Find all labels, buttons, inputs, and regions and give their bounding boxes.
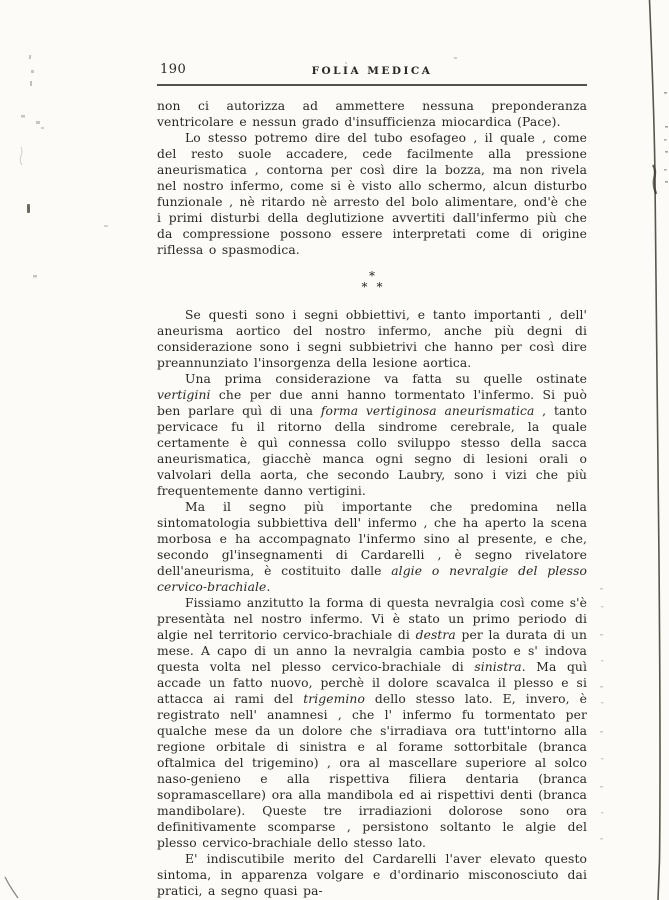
text-run: Lo stesso potremo dire del tubo esofageo , il quale , come del resto suole accadere, cede facilmente alla pressione aneurismatica , contorna per così dire la bozza, ma non rivela nel nostro infermo, come si è visto allo schermo, alcun disturbo funzionale , nè ritardo nè arresto del bolo alimentare, ond'è che i primi disturbi della deglutizione avvertiti dall'infermo più che da compressione possono essere interpretati come di origine riflessa o spasmodica. <box>157 130 587 257</box>
asterisk-pair: * * <box>361 279 383 294</box>
paragraph <box>157 98 587 130</box>
text-run: . <box>266 579 271 594</box>
text-run: Fissiamo anzitutto la forma di questa nevralgia così come s'è presentàta nel nostro infermo. Vi è stato un primo periodo di algie nel territorio cervico-brachiale di <box>157 595 587 642</box>
text-run-italic: trigemino <box>303 691 365 706</box>
text-run-italic: vertigini <box>157 387 211 402</box>
text-run-italic: forma vertiginosa aneurismatica <box>320 403 535 418</box>
header-rule <box>157 84 587 86</box>
text-run: Ma il segno più importante che predomina nella sintomatologia subbiettiva dell' infermo , che ha aperto la scena morbosa e ha accompagnato l'infermo sino al presente, e che, secondo gl'insegnamenti di Cardarelli , è segno rivelatore dell'aneurisma, è costituito dalle <box>157 499 587 578</box>
paragraph <box>157 307 587 371</box>
text-run: per la durata di un mese. A capo di un anno la nevralgia cambia posto e s' indova questa volta nel plesso cervico-brachiale di <box>157 627 587 674</box>
paragraph <box>157 130 587 258</box>
asterism-separator <box>157 258 587 307</box>
page-edge-blob <box>653 165 656 194</box>
bleed-dashes-right <box>600 588 604 840</box>
paragraph <box>157 499 587 595</box>
text-run: Una prima considerazione va fatta su quelle ostinate <box>185 371 587 386</box>
text-run: non ci autorizza ad ammettere nessuna preponderanza ventricolare e nessun grado d'insufficienza miocardica (Pace). <box>157 98 587 129</box>
text-run: E' indiscutibile merito del Cardarelli l'aver elevato questo sintoma, in apparenza volgare e d'ordinario misconosciuto dai pratici, a segno quasi pa- <box>157 851 587 898</box>
text-run-italic: algie o nevralgie del plesso cervico-brachiale <box>157 563 587 594</box>
page-number: 190 <box>160 62 187 77</box>
text-run-italic: destra <box>415 627 456 642</box>
edge-tick-marks <box>664 92 668 183</box>
page-content <box>157 62 587 899</box>
paragraph <box>157 371 587 499</box>
paragraph <box>157 595 587 851</box>
paragraph <box>157 851 587 899</box>
text-run: . Ma quì accade un fatto nuovo, perchè il dolore scavalca il plesso e si attacca ai rami del <box>157 659 587 706</box>
asterisk-top: * <box>368 268 376 283</box>
text-run: che per due anni hanno tormentato l'infermo. Si può ben parlare quì di una <box>157 387 587 418</box>
text-run: Se questi sono i segni obbiettivi, e tanto importanti , dell' aneurisma aortico del nostro infermo, anche più degni di considerazione sono i segni subbietrivi che hanno per così dire preannunziato l'insorgenza della lesione aortica. <box>157 307 587 370</box>
ink-squiggle <box>20 147 22 165</box>
journal-title: FOLIA MEDICA <box>311 65 433 77</box>
body-text <box>157 98 587 899</box>
text-run: , tanto pervicace fu il ritorno della sindrome cerebrale, la quale certamente è quì connessa collo sviluppo stesso della sacca aneurismatica, giacchè manca ogni segno di lesioni orali o valvolari della aorta, che secondo Laubry, sono i vizi che più frequentemente danno vertigini. <box>157 403 587 498</box>
page-header <box>157 62 587 78</box>
text-run-italic: sinistra <box>474 659 522 674</box>
text-run: dello stesso lato. E, invero, è registrato nell' anamnesi , che l' infermo fu tormentato per qualche mese da un dolore che s'irradiava ora tutt'intorno alla regione orbitale di sinistra e al forame sottorbitale (branca oftalmica del trigemino) , ora al mascellare superiore al solco naso-genieno e alla rispettiva filiera dentaria (branca sopramascellare) ora alla mandibola ed ai rispettivi denti (branca mandibolare). Queste tre irradiazioni dolorose sono ora definitivamente scomparse , persistono soltanto le algie del plesso cervico-brachiale dello stesso lato. <box>157 691 587 850</box>
corner-scratch <box>5 877 18 898</box>
page-edge-line <box>650 0 661 900</box>
